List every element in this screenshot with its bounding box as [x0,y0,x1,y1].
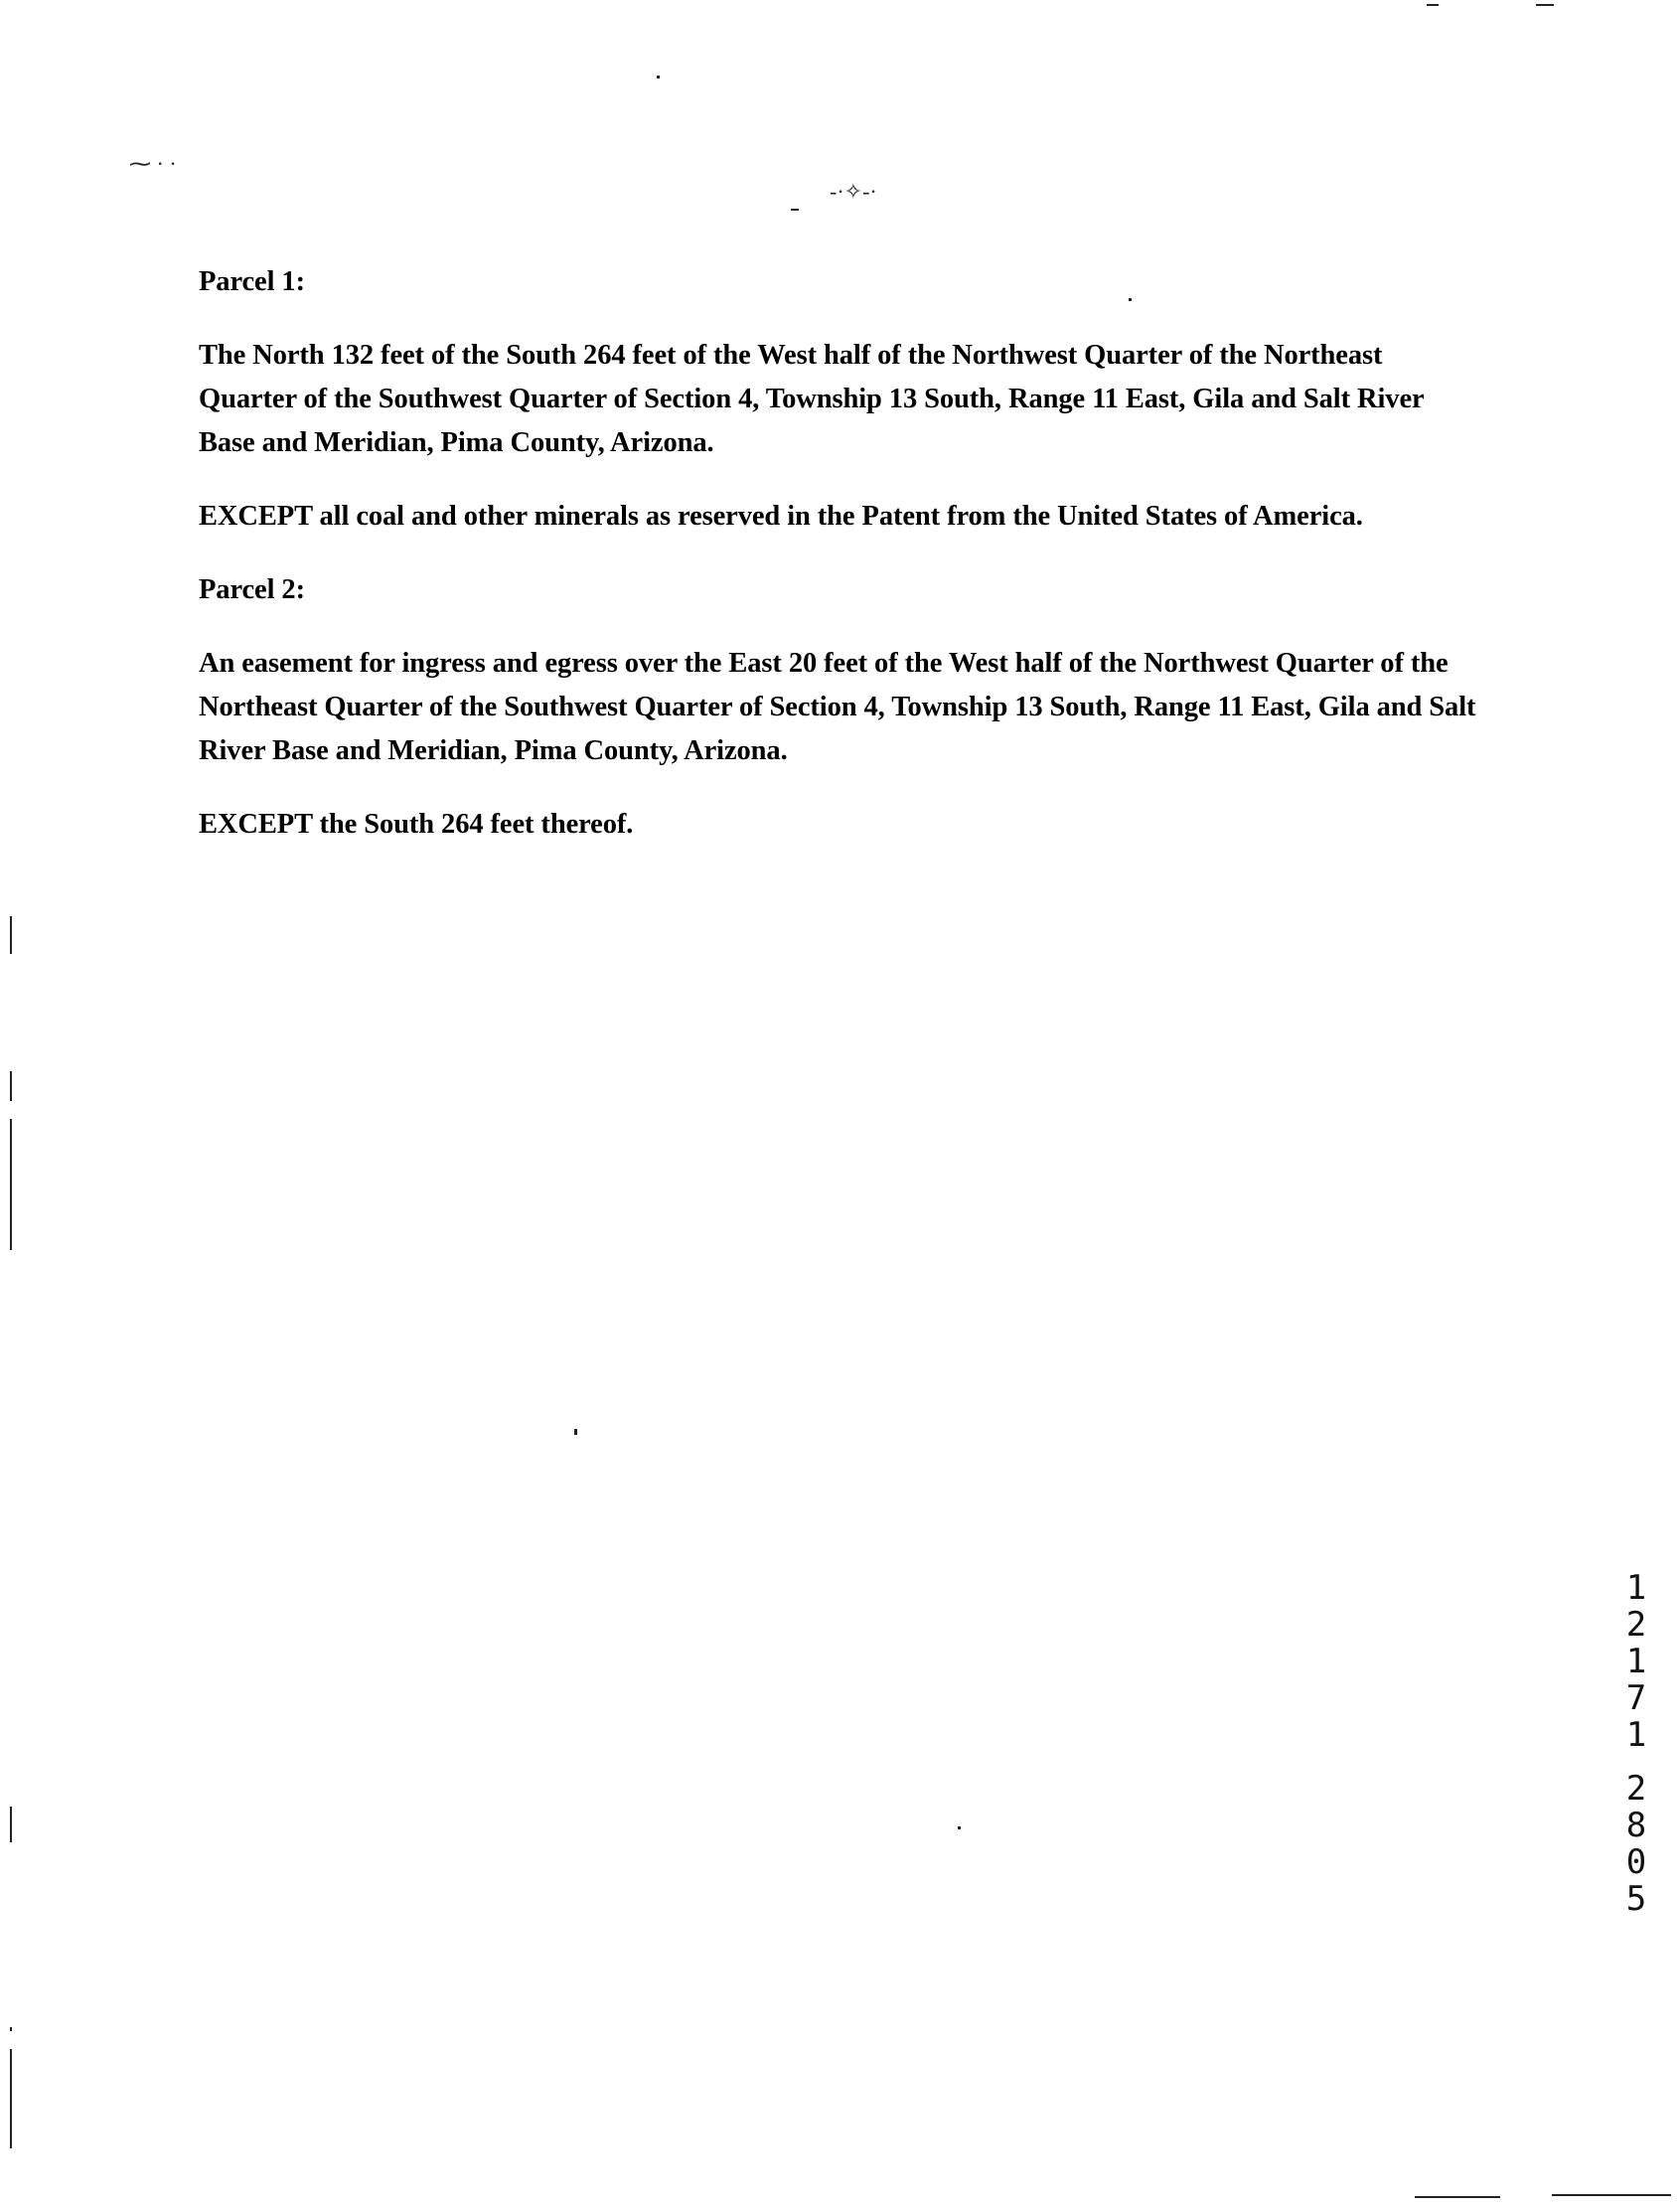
scan-artifact: -·✧-· [830,179,877,204]
legal-description [199,260,1480,847]
recording-docket-number [1619,1570,1653,1754]
stamp-digit: 1 [1625,1568,1647,1608]
stamp-digit: 5 [1625,1879,1647,1919]
margin-line [10,1071,12,1101]
parcel-1-description: The North 132 feet of the South 264 feet of the West half of the Northwest Quarter of the Northeast Quarter of the Southwest Quarter of Section 4, Township 13 South, Range 11 East, Gila and Salt River Base and Meridian, Pima County, Arizona. [199,340,1425,458]
scan-artifact [791,209,799,211]
scan-artifact [657,76,660,79]
parcel-2-exception: EXCEPT the South 264 feet thereof. [199,809,634,840]
margin-line [10,2049,12,2148]
edge-mark [1427,4,1439,6]
stamp-digit: 7 [1625,1678,1647,1718]
stamp-digit: 1 [1625,1715,1647,1755]
parcel-1-heading: Parcel 1: [199,266,305,297]
parcel-2-description: An easement for ingress and egress over the East 20 feet of the West half of the Northwest Quarter of the Northeast Quarter of the Southwest Quarter of Section 4, Township 13 South, Range 11 East, Gila and Salt River Base and Meridian, Pima County, Arizona. [199,648,1476,766]
stamp-digit: 2 [1625,1605,1647,1645]
scan-artifact [958,1826,961,1829]
margin-line [10,1119,12,1250]
parcel-2-heading: Parcel 2: [199,574,305,605]
stamp-digit: 2 [1625,1769,1647,1809]
scan-artifact [574,1429,577,1435]
margin-line [10,2027,12,2031]
parcel-1-exception: EXCEPT all coal and other minerals as reserved in the Patent from the United States of America. [199,501,1363,532]
scan-artifact: ⁓ · · [129,151,177,176]
stamp-digit: 8 [1625,1806,1647,1845]
stamp-digit: 0 [1625,1842,1647,1882]
margin-line [10,916,12,954]
edge-mark [1536,4,1554,6]
recording-page-number [1619,1771,1653,1918]
edge-mark [1552,2194,1671,2196]
margin-line [10,1807,12,1842]
edge-mark [1415,2196,1500,2198]
stamp-digit: 1 [1625,1642,1647,1681]
